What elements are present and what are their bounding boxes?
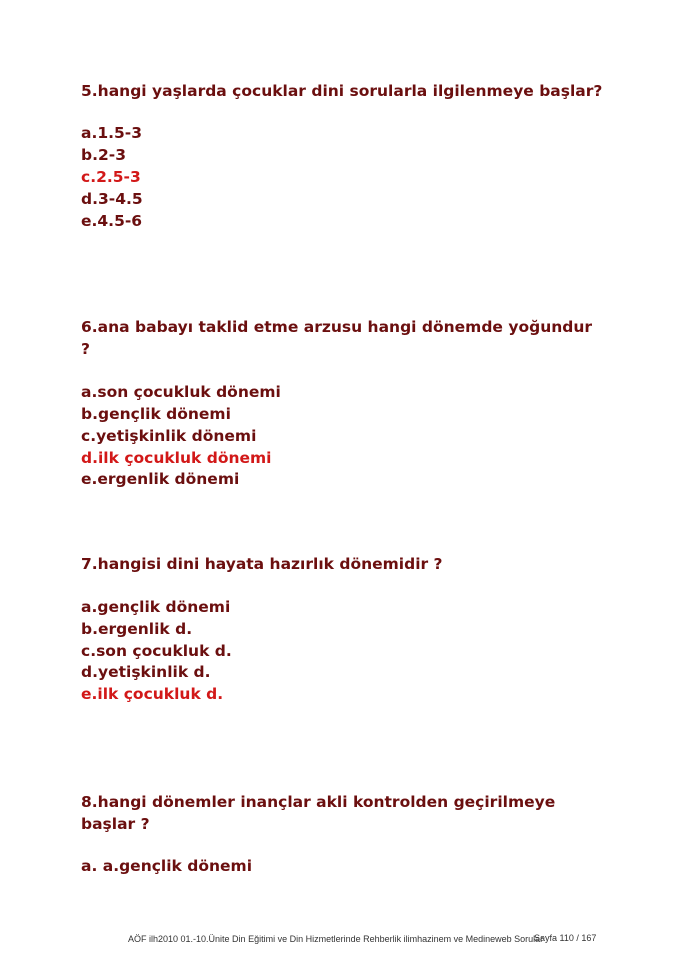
- question-7-text: 7.hangisi dini hayata hazırlık dönemidir ?: [81, 555, 443, 573]
- question-5-option-a: a.1.5-3: [81, 124, 143, 142]
- question-6-option-b: b.gençlik dönemi: [81, 405, 231, 423]
- question-7-option-e-correct: e.ilk çocukluk d.: [81, 685, 224, 703]
- question-6-text: 6.ana babayı taklid etme arzusu hangi dönemde yoğundur ?: [81, 318, 593, 358]
- question-6-option-d-correct: d.ilk çocukluk dönemi: [81, 449, 272, 467]
- question-6-option-e: e.ergenlik dönemi: [81, 470, 240, 488]
- question-6-option-c: c.yetişkinlik dönemi: [81, 427, 257, 445]
- page-footer-text: AÖF ilh2010 01.-10.Ünite Din Eğitimi ve Din Hizmetlerinde Rehberlik ilimhazinem ve Medineweb Sorular: [128, 934, 544, 944]
- page-number: Sayfa 110 / 167: [534, 933, 597, 943]
- question-5-option-b: b.2-3: [81, 146, 126, 164]
- question-7-option-b: b.ergenlik d.: [81, 620, 193, 638]
- question-7-option-c: c.son çocukluk d.: [81, 642, 232, 660]
- question-7-option-d: d.yetişkinlik d.: [81, 663, 211, 681]
- question-5-option-c-correct: c.2.5-3: [81, 168, 141, 186]
- question-8-option-a: a. a.gençlik dönemi: [81, 857, 253, 875]
- question-6-option-a: a.son çocukluk dönemi: [81, 383, 281, 401]
- question-5-option-e: e.4.5-6: [81, 212, 143, 230]
- question-7-option-a: a.gençlik dönemi: [81, 598, 231, 616]
- question-5-text: 5.hangi yaşlarda çocuklar dini sorularla ilgilenmeye başlar?: [81, 82, 603, 100]
- question-5-option-d: d.3-4.5: [81, 190, 143, 208]
- question-8-text: 8.hangi dönemler inançlar akli kontrolden geçirilmeye başlar ?: [81, 793, 556, 833]
